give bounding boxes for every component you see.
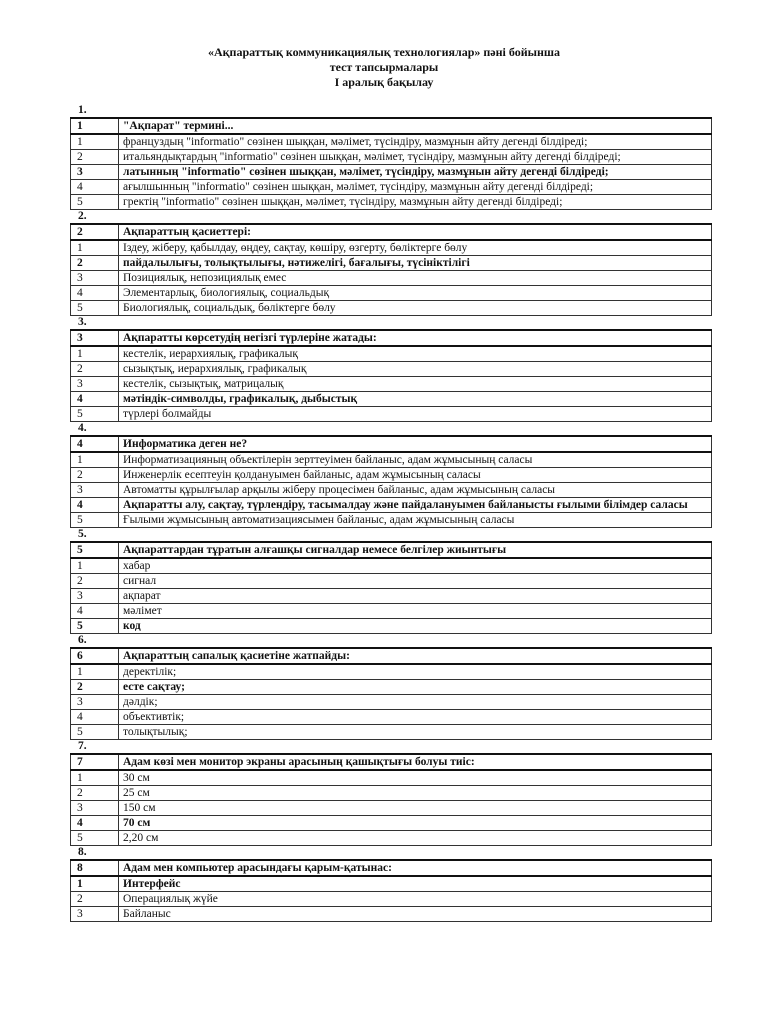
- question-text: Ақпараттың қасиеттері:: [119, 224, 712, 240]
- answer-number: 4: [71, 392, 119, 407]
- answer-row: [71, 286, 712, 301]
- answer-text: Автоматты құрылғылар арқылы жіберу процесімен байланыс, адам жұмысының саласы: [119, 483, 712, 498]
- answer-number: 3: [71, 271, 119, 286]
- answer-number: 4: [71, 710, 119, 725]
- answer-text: Байланыс: [119, 907, 712, 922]
- answer-row: [71, 271, 712, 286]
- answer-number: 2: [71, 680, 119, 695]
- question-block: [70, 210, 712, 316]
- question-text: Адам мен компьютер арасындағы қарым-қатынас:: [119, 860, 712, 876]
- answer-row: [71, 377, 712, 392]
- answer-text: мәтіндік-символды, графикалық, дыбыстық: [119, 392, 712, 407]
- answer-row: [71, 801, 712, 816]
- answer-text: Интерфейс: [119, 876, 712, 892]
- answer-row: [71, 195, 712, 210]
- question-block: [70, 740, 712, 846]
- answer-number: 2: [71, 892, 119, 907]
- answer-text: Элементарлық, биологиялық, социальдық: [119, 286, 712, 301]
- answer-text: Ақпаратты алу, сақтау, түрлендіру, тасымалдау және пайдалануымен байланысты ғылыми білімдер саласы: [119, 498, 712, 513]
- question-block: [70, 846, 712, 922]
- question-text: Адам көзі мен монитор экраны арасының қашықтығы болуы тиіс:: [119, 754, 712, 770]
- answer-row-correct: [71, 619, 712, 634]
- answer-row: [71, 589, 712, 604]
- question-label: 6.: [78, 634, 87, 646]
- answer-row: [71, 907, 712, 922]
- answer-text: деректілік;: [119, 664, 712, 680]
- answer-number: 5: [71, 619, 119, 634]
- answer-row-correct: [71, 498, 712, 513]
- answer-number: 1: [71, 876, 119, 892]
- question-row: [71, 860, 712, 876]
- answer-number: 2: [71, 468, 119, 483]
- answer-row: [71, 180, 712, 195]
- answer-row-correct: [71, 876, 712, 892]
- answer-row: [71, 483, 712, 498]
- question-text: Ақпараттардан тұратын алғашқы сигналдар немесе белгілер жиынтығы: [119, 542, 712, 558]
- answer-row-correct: [71, 165, 712, 180]
- answer-text: дәлдік;: [119, 695, 712, 710]
- question-number: 2: [71, 224, 119, 240]
- answer-row: [71, 831, 712, 846]
- questions-list: [70, 104, 712, 922]
- answer-number: 5: [71, 407, 119, 422]
- question-label: 8.: [78, 846, 87, 858]
- answer-row: [71, 150, 712, 165]
- answer-text: кестелік, сызықтық, матрицалық: [119, 377, 712, 392]
- question-table: [70, 859, 712, 922]
- answer-row: [71, 604, 712, 619]
- question-number: 4: [71, 436, 119, 452]
- page-header: [0, 45, 768, 90]
- answer-number: 2: [71, 574, 119, 589]
- answer-row: [71, 892, 712, 907]
- question-row: [71, 648, 712, 664]
- answer-row: [71, 770, 712, 786]
- answer-text: латынның "informatio" сөзінен шыққан, мәлімет, түсіндіру, мазмұнын айту дегенді білдіреді;: [119, 165, 712, 180]
- question-label: 1.: [78, 104, 87, 116]
- header-subject-line: «Ақпараттық коммуникациялық технологиялар» пәні бойынша: [207, 45, 561, 59]
- answer-row-correct: [71, 680, 712, 695]
- answer-number: 4: [71, 498, 119, 513]
- answer-row: [71, 786, 712, 801]
- question-number: 5: [71, 542, 119, 558]
- answer-number: 3: [71, 483, 119, 498]
- answer-text: 150 см: [119, 801, 712, 816]
- question-row: [71, 330, 712, 346]
- answer-text: Информатизацияның объектілерін зерттеуімен байланыс, адам жұмысының саласы: [119, 452, 712, 468]
- question-row: [71, 542, 712, 558]
- answer-text: хабар: [119, 558, 712, 574]
- answer-text: Позициялық, непозициялық емес: [119, 271, 712, 286]
- answer-row-correct: [71, 392, 712, 407]
- answer-text: сызықтық, иерархиялық, графикалық: [119, 362, 712, 377]
- question-table: [70, 647, 712, 740]
- question-table: [70, 541, 712, 634]
- question-label: 5.: [78, 528, 87, 540]
- answer-text: Операциялық жүйе: [119, 892, 712, 907]
- answer-number: 5: [71, 725, 119, 740]
- question-label: 3.: [78, 316, 87, 328]
- answer-number: 1: [71, 664, 119, 680]
- answer-row: [71, 558, 712, 574]
- question-block: [70, 634, 712, 740]
- question-table: [70, 435, 712, 528]
- question-text: "Ақпарат" термині...: [119, 118, 712, 134]
- answer-text: гректің "informatio" сөзінен шыққан, мәлімет, түсіндіру, мазмұнын айту дегенді білдіреді;: [119, 195, 712, 210]
- answer-row: [71, 346, 712, 362]
- answer-row: [71, 407, 712, 422]
- question-table: [70, 753, 712, 846]
- answer-text: итальяндықтардың "informatio" сөзінен шыққан, мәлімет, түсіндіру, мазмұнын айту дегенді білдіреді;: [119, 150, 712, 165]
- answer-number: 3: [71, 165, 119, 180]
- answer-text: сигнал: [119, 574, 712, 589]
- answer-number: 4: [71, 816, 119, 831]
- question-number: 6: [71, 648, 119, 664]
- answer-row: [71, 710, 712, 725]
- answer-number: 5: [71, 301, 119, 316]
- answer-text: объективтік;: [119, 710, 712, 725]
- answer-text: кестелік, иерархиялық, графикалық: [119, 346, 712, 362]
- answer-row: [71, 134, 712, 150]
- answer-number: 4: [71, 286, 119, 301]
- question-label: 7.: [78, 740, 87, 752]
- answer-number: 1: [71, 558, 119, 574]
- header-exam-line: І аралық бақылау: [334, 75, 434, 89]
- question-block: [70, 104, 712, 210]
- question-row: [71, 224, 712, 240]
- answer-row: [71, 695, 712, 710]
- answer-row: [71, 725, 712, 740]
- answer-number: 3: [71, 589, 119, 604]
- answer-number: 1: [71, 240, 119, 256]
- question-block: [70, 316, 712, 422]
- answer-text: 2,20 см: [119, 831, 712, 846]
- answer-row: [71, 664, 712, 680]
- answer-number: 3: [71, 907, 119, 922]
- answer-number: 5: [71, 513, 119, 528]
- answer-text: Биологиялық, социальдық, бөліктерге бөлу: [119, 301, 712, 316]
- answer-number: 5: [71, 831, 119, 846]
- question-table: [70, 329, 712, 422]
- answer-text: мәлімет: [119, 604, 712, 619]
- question-number: 3: [71, 330, 119, 346]
- answer-text: есте сақтау;: [119, 680, 712, 695]
- answer-number: 3: [71, 801, 119, 816]
- answer-number: 2: [71, 786, 119, 801]
- answer-row: [71, 513, 712, 528]
- answer-text: француздың "informatio" сөзінен шыққан, мәлімет, түсіндіру, мазмұнын айту дегенді білдіреді;: [119, 134, 712, 150]
- answer-row: [71, 452, 712, 468]
- answer-number: 1: [71, 452, 119, 468]
- answer-row: [71, 468, 712, 483]
- answer-row: [71, 240, 712, 256]
- question-number: 8: [71, 860, 119, 876]
- answer-text: ағылшынның "informatio" сөзінен шыққан, мәлімет, түсіндіру, мазмұнын айту дегенді білдіреді;: [119, 180, 712, 195]
- answer-number: 1: [71, 770, 119, 786]
- answer-number: 2: [71, 150, 119, 165]
- header-title-line: тест тапсырмалары: [329, 60, 439, 74]
- answer-text: 25 см: [119, 786, 712, 801]
- answer-text: түрлері болмайды: [119, 407, 712, 422]
- question-text: Ақпаратты көрсетудің негізгі түрлеріне жатады:: [119, 330, 712, 346]
- answer-number: 1: [71, 134, 119, 150]
- answer-text: Инженерлік есептеуін қолдануымен байланыс, адам жұмысының саласы: [119, 468, 712, 483]
- question-row: [71, 754, 712, 770]
- answer-number: 4: [71, 180, 119, 195]
- answer-number: 2: [71, 256, 119, 271]
- answer-text: 30 см: [119, 770, 712, 786]
- answer-number: 3: [71, 695, 119, 710]
- question-text: Ақпараттың сапалық қасиетіне жатпайды:: [119, 648, 712, 664]
- answer-row-correct: [71, 816, 712, 831]
- answer-text: ақпарат: [119, 589, 712, 604]
- question-row: [71, 436, 712, 452]
- answer-text: пайдалылығы, толықтылығы, нәтижелігі, бағалығы, түсініктілігі: [119, 256, 712, 271]
- question-block: [70, 422, 712, 528]
- answer-number: 5: [71, 195, 119, 210]
- answer-row: [71, 301, 712, 316]
- answer-text: Ғылыми жұмысының автоматизациясымен байланыс, адам жұмысының саласы: [119, 513, 712, 528]
- answer-number: 4: [71, 604, 119, 619]
- answer-number: 1: [71, 346, 119, 362]
- answer-text: код: [119, 619, 712, 634]
- answer-number: 2: [71, 362, 119, 377]
- answer-row: [71, 574, 712, 589]
- answer-text: Іздеу, жіберу, қабылдау, өңдеу, сақтау, көшіру, өзгерту, бөліктерге бөлу: [119, 240, 712, 256]
- question-number: 7: [71, 754, 119, 770]
- question-number: 1: [71, 118, 119, 134]
- question-row: [71, 118, 712, 134]
- question-label: 4.: [78, 422, 87, 434]
- answer-number: 3: [71, 377, 119, 392]
- answer-row: [71, 362, 712, 377]
- answer-row-correct: [71, 256, 712, 271]
- answer-text: толықтылық;: [119, 725, 712, 740]
- question-table: [70, 117, 712, 210]
- question-block: [70, 528, 712, 634]
- question-text: Информатика деген не?: [119, 436, 712, 452]
- question-label: 2.: [78, 210, 87, 222]
- question-table: [70, 223, 712, 316]
- answer-text: 70 см: [119, 816, 712, 831]
